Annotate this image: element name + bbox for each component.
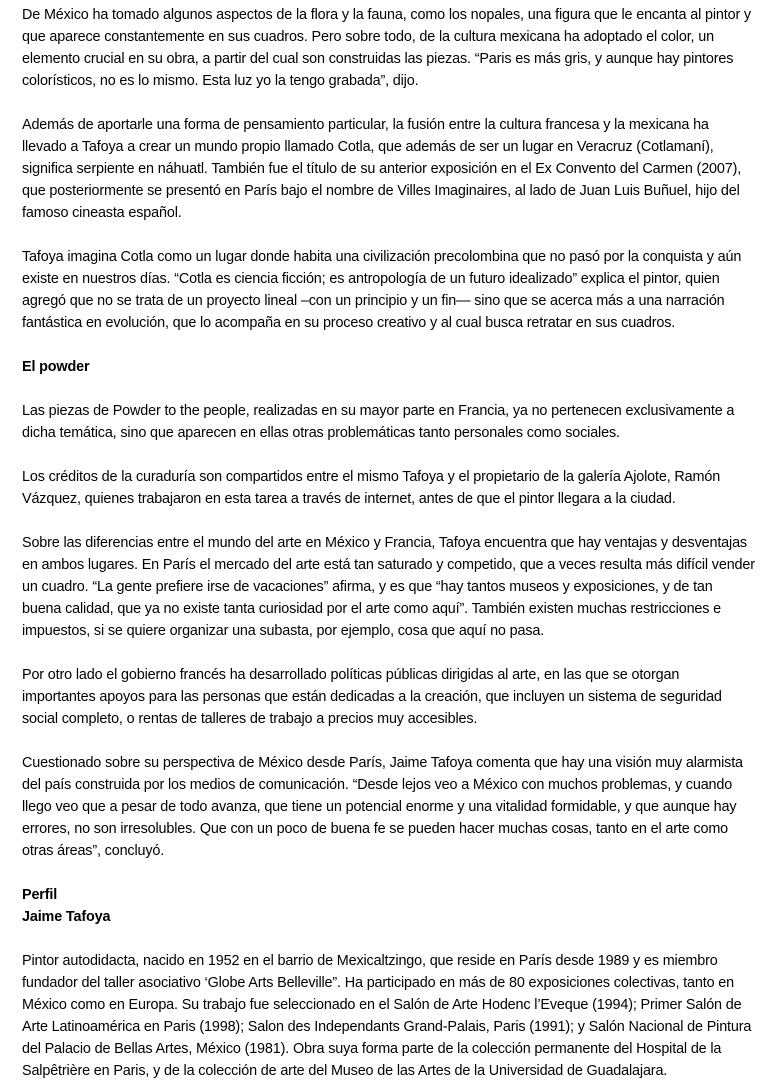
paragraph-cotla-civilization: [22, 246, 772, 334]
text-line: errores, no son irresolubles. Que con un poco de buena fe se pueden hacer muchas cosas, tanto en el arte como: [22, 821, 729, 837]
paragraph-art-world-differences: [22, 532, 772, 642]
text-line: social completo, o rentas de talleres de trabajo a precios muy accesibles.: [22, 711, 478, 727]
text-line: México como en Europa. Su trabajo fue seleccionado en el Salón de Arte Hodenc l’Eveque (1994); Primer Salón de: [22, 997, 742, 1013]
text-line: agregó que no se trata de un proyecto lineal –con un principio y un fin— sino que se acerca más a una narración: [22, 293, 725, 309]
text-line: que aparece constantemente en sus cuadros. Pero sobre todo, de la cultura mexicana ha adoptado el color, un: [22, 29, 714, 45]
text-line: en ambos lugares. En París el mercado del arte está tan saturado y competido, que a veces resulta más difícil vender: [22, 557, 755, 573]
text-line: Pintor autodidacta, nacido en 1952 en el barrio de Mexicaltzingo, que reside en París desde 1989 y es miembro: [22, 953, 718, 969]
paragraph-powder-pieces: [22, 400, 772, 444]
text-line: Los créditos de la curaduría son compartidos entre el mismo Tafoya y el propietario de la galería Ajolote, Ramón: [22, 469, 721, 485]
text-line: otras áreas”, concluyó.: [22, 843, 165, 859]
text-line: que posteriormente se presentó en París bajo el nombre de Villes Imaginaires, al lado de Juan Luis Buñuel, hijo del: [22, 183, 740, 199]
text-line: Sobre las diferencias entre el mundo del arte en México y Francia, Tafoya encuentra que hay ventajas y desventajas: [22, 535, 747, 551]
text-line: De México ha tomado algunos aspectos de la flora y la fauna, como los nopales, una figura que le encanta al pintor y: [22, 7, 751, 23]
text-line: elemento crucial en su obra, a partir del cual son construidas las piezas. “Paris es más gris, y aunque hay pintores: [22, 51, 734, 67]
text-line: dicha temática, sino que aparecen en ellas otras problemáticas tanto personales como sociales.: [22, 425, 620, 441]
text-line: Vázquez, quienes trabajaron en esta tarea a través de internet, antes de que el pintor llegara a la ciudad.: [22, 491, 676, 507]
text-line: llevado a Tafoya a crear un mundo propio llamado Cotla, que además de ser un lugar en Veracruz (Cotlamaní),: [22, 139, 714, 155]
paragraph-cotla-origin: [22, 114, 772, 224]
paragraph-profile-bio: [22, 950, 772, 1082]
text-line: existe en nuestros días. “Cotla es ciencia ficción; es antropología de un futuro idealizado” explica el pintor, quien: [22, 271, 720, 287]
text-line: del país construida por los medios de comunicación. “Desde lejos veo a México con muchos problemas, y cuando: [22, 777, 733, 793]
text-line: Las piezas de Powder to the people, realizadas en su mayor parte en Francia, ya no pertenecen exclusivamente a: [22, 403, 735, 419]
paragraph-curation-credits: [22, 466, 772, 510]
section-heading-perfil: [22, 884, 772, 928]
heading-text: El powder: [22, 359, 90, 375]
text-line: importantes apoyos para las personas que están dedicadas a la creación, que incluyen un sistema de seguridad: [22, 689, 722, 705]
paragraph-flora-fauna: [22, 4, 772, 92]
text-line: fundador del taller asociativo ‘Globe Arts Belleville”. Ha participado en más de 80 exposiciones colectivas, tanto en: [22, 975, 734, 991]
paragraph-french-government: [22, 664, 772, 730]
paragraph-mexico-perspective: [22, 752, 772, 862]
text-line: significa serpiente en náhuatl. También fue el título de su anterior exposición en el Ex Convento del Carmen (2007),: [22, 161, 742, 177]
text-line: impuestos, si se quiere organizar una subasta, por ejemplo, cosa que aquí no pasa.: [22, 623, 545, 639]
text-line: Por otro lado el gobierno francés ha desarrollado políticas públicas dirigidas al arte, en las que se otorgan: [22, 667, 680, 683]
text-line: Salpêtrière en Paris, y de la colección de arte del Museo de las Artes de la Universidad de Guadalajara.: [22, 1063, 668, 1079]
text-line: del Palacio de Bellas Artes, México (1981). Obra suya forma parte de la colección permanente del Hospital de la: [22, 1041, 722, 1057]
text-line: llego veo que a pesar de todo avanza, que tiene un potencial enorme y una vitalidad formidable, y que aunque hay: [22, 799, 737, 815]
text-line: famoso cineasta español.: [22, 205, 182, 221]
text-line: buena calidad, que ya no existe tanta curiosidad por el arte como aquí”. También existen muchas restricciones e: [22, 601, 722, 617]
text-line: Cuestionado sobre su perspectiva de México desde París, Jaime Tafoya comenta que hay una visión muy alarmista: [22, 755, 743, 771]
section-heading-el-powder: [22, 356, 772, 378]
text-line: Además de aportarle una forma de pensamiento particular, la fusión entre la cultura francesa y la mexicana ha: [22, 117, 709, 133]
text-line: un cuadro. “La gente prefiere irse de vacaciones” afirma, y es que “hay tantos museos y exposiciones, y de tan: [22, 579, 713, 595]
text-line: Arte Latinoamérica en Paris (1998); Salon des Independants Grand-Palais, Paris (1991); y Salón Nacional de Pintura: [22, 1019, 752, 1035]
heading-label: Perfil: [22, 887, 58, 903]
heading-artist-name: Jaime Tafoya: [22, 909, 111, 925]
text-line: colorísticos, no es lo mismo. Esta luz yo la tengo grabada”, dijo.: [22, 73, 419, 89]
text-line: fantástica en evolución, que lo acompaña en su proceso creativo y al cual busca retratar en sus cuadros.: [22, 315, 676, 331]
text-line: Tafoya imagina Cotla como un lugar donde habita una civilización precolombina que no pasó por la conquista y aún: [22, 249, 742, 265]
